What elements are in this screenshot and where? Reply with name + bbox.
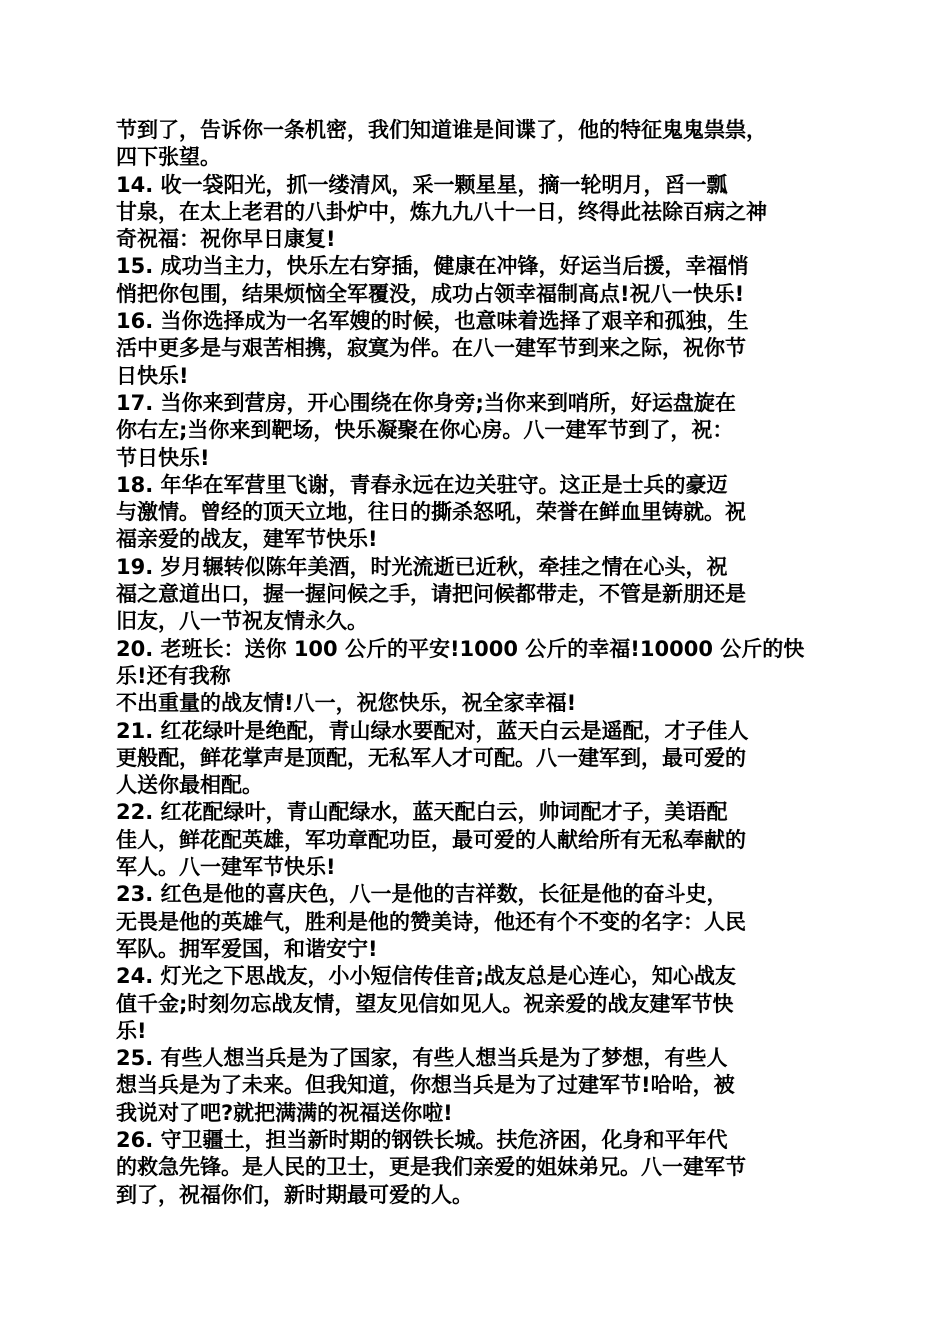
- text-line: 18. 年华在军营里飞谢，青春永远在边关驻守。这正是士兵的豪迈: [116, 472, 728, 497]
- text-line: 到了，祝福你们，新时期最可爱的人。: [116, 1182, 473, 1207]
- paragraph: [116, 1045, 840, 1127]
- text-line: 24. 灯光之下思战友，小小短信传佳音;战友总是心连心，知心战友: [116, 964, 736, 989]
- text-line: 节到了，告诉你一条机密，我们知道谁是间谍了，他的特征鬼鬼祟祟，: [116, 118, 767, 142]
- paragraph: [116, 1127, 840, 1209]
- text-line: 日快乐!: [116, 363, 189, 388]
- text-line: 15. 成功当主力，快乐左右穿插，健康在冲锋，好运当后援，幸福悄: [116, 254, 749, 279]
- text-line: 20. 老班长：送你 100 公斤的平安!1000 公斤的幸福!10000 公斤的快: [116, 636, 805, 661]
- text-line: 奇祝福：祝你早日康复!: [116, 227, 336, 252]
- text-line: 23. 红色是他的喜庆色，八一是他的吉祥数，长征是他的奋斗史，: [116, 882, 728, 907]
- text-line: 军人。八一建军节快乐!: [116, 855, 336, 880]
- text-line: 乐!: [116, 1018, 147, 1043]
- document-body: [116, 117, 840, 1209]
- paragraph: [116, 472, 840, 554]
- paragraph: [116, 308, 840, 390]
- text-line: 福之意道出口，握一握问候之手，请把问候都带走，不管是新朋还是: [116, 582, 746, 607]
- text-line: 更般配，鲜花掌声是顶配，无私军人才可配。八一建军到，最可爱的: [116, 745, 746, 770]
- paragraph: [116, 799, 840, 881]
- paragraph: [116, 390, 840, 472]
- text-line: 21. 红花绿叶是绝配，青山绿水要配对，蓝天白云是遥配，才子佳人: [116, 718, 749, 743]
- paragraph: [116, 172, 840, 254]
- text-line: 与激情。曾经的顶天立地，往日的撕杀怒吼，荣誉在鲜血里铸就。祝: [116, 500, 746, 525]
- text-line: 16. 当你选择成为一名军嫂的时候，也意味着选择了艰辛和孤独，生: [116, 309, 749, 334]
- text-line: 无畏是他的英雄气，胜利是他的赞美诗，他还有个不变的名字：人民: [116, 909, 746, 934]
- text-line: 甘泉，在太上老君的八卦炉中，炼九九八十一日，终得此祛除百病之神: [116, 199, 767, 224]
- text-line: 四下张望。: [116, 145, 221, 170]
- text-line: 14. 收一袋阳光，抓一缕清风，采一颗星星，摘一轮明月，舀一瓢: [116, 172, 728, 197]
- paragraph: [116, 253, 840, 308]
- text-line: 不出重量的战友情!八一，祝您快乐，祝全家幸福!: [116, 691, 577, 716]
- text-line: 你右左;当你来到靶场，快乐凝聚在你心房。八一建军节到了，祝：: [116, 418, 734, 443]
- text-line: 人送你最相配。: [116, 773, 263, 798]
- paragraph: [116, 117, 840, 172]
- text-line: 乐!还有我称: [116, 663, 231, 688]
- paragraph: [116, 718, 840, 800]
- paragraph: [116, 881, 840, 963]
- text-line: 我说对了吧?就把满满的祝福送你啦!: [116, 1100, 453, 1125]
- text-line: 25. 有些人想当兵是为了国家，有些人想当兵是为了梦想，有些人: [116, 1046, 728, 1071]
- text-line: 19. 岁月辗转似陈年美酒，时光流逝已近秋，牵挂之情在心头，祝: [116, 554, 728, 579]
- text-line: 的救急先锋。是人民的卫士，更是我们亲爱的姐妹弟兄。八一建军节: [116, 1155, 746, 1180]
- text-line: 17. 当你来到营房，开心围绕在你身旁;当你来到哨所，好运盘旋在: [116, 390, 736, 415]
- text-line: 26. 守卫疆土，担当新时期的钢铁长城。扶危济困，化身和平年代: [116, 1127, 728, 1152]
- paragraph: [116, 963, 840, 1045]
- text-line: 佳人，鲜花配英雄，军功章配功臣，最可爱的人献给所有无私奉献的: [116, 827, 746, 852]
- text-line: 悄把你包围，结果烦恼全军覆没，成功占领幸福制高点!祝八一快乐!: [116, 281, 745, 306]
- text-line: 军队。拥军爱国，和谐安宁!: [116, 936, 378, 961]
- paragraph: [116, 554, 840, 636]
- text-line: 旧友，八一节祝友情永久。: [116, 609, 368, 634]
- text-line: 22. 红花配绿叶，青山配绿水，蓝天配白云，帅词配才子，美语配: [116, 800, 728, 825]
- text-line: 福亲爱的战友，建军节快乐!: [116, 527, 378, 552]
- text-line: 节日快乐!: [116, 445, 210, 470]
- text-line: 值千金;时刻勿忘战友情，望友见信如见人。祝亲爱的战友建军节快: [116, 991, 734, 1016]
- text-line: 想当兵是为了未来。但我知道，你想当兵是为了过建军节!哈哈，被: [116, 1073, 735, 1098]
- text-line: 活中更多是与艰苦相携，寂寞为伴。在八一建军节到来之际，祝你节: [116, 336, 746, 361]
- paragraph: [116, 636, 840, 718]
